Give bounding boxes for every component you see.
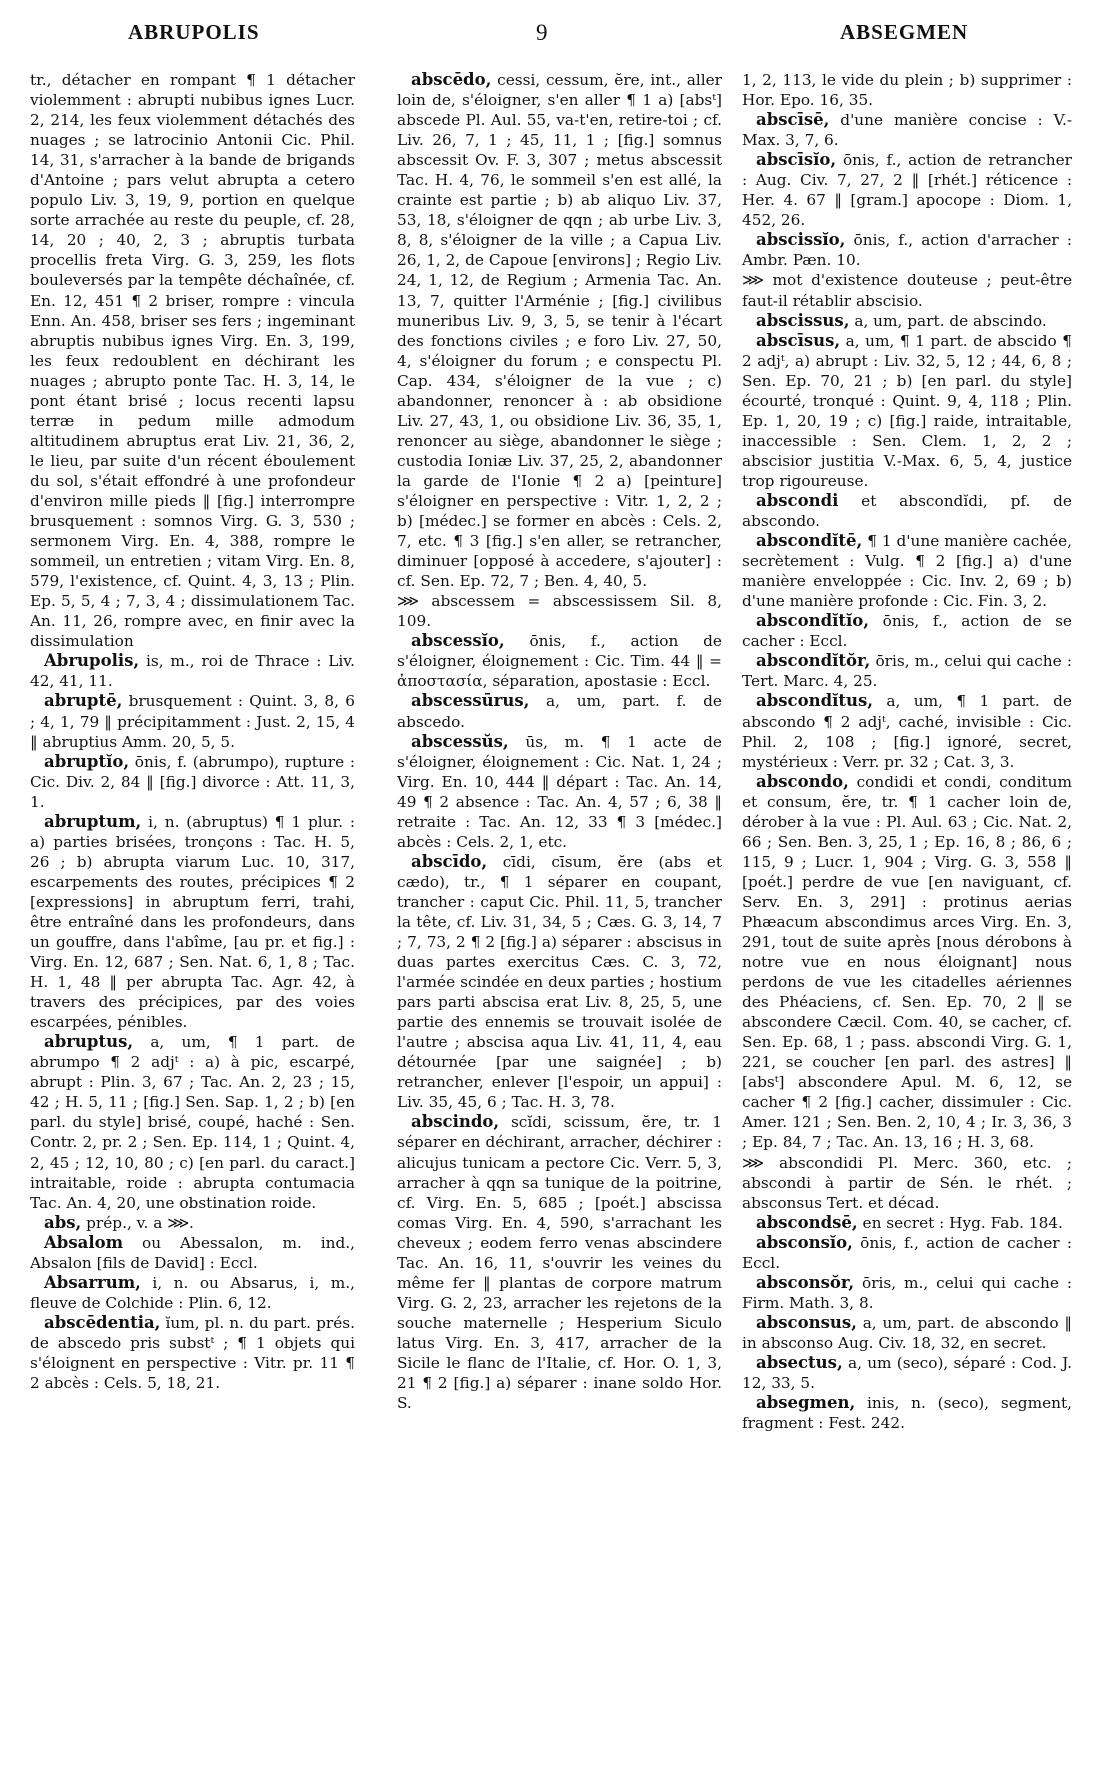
entry-definition: i, n. ou Absarus, i, m., fleuve de Colchide : Plin. 6, 12. xyxy=(30,1273,355,1312)
dictionary-entry xyxy=(30,651,355,691)
dictionary-entry xyxy=(742,1153,1072,1213)
entry-headword: abruptus, xyxy=(44,1032,134,1052)
dictionary-entry xyxy=(742,70,1072,110)
dictionary-entry xyxy=(30,1273,355,1313)
entry-definition: 1, 2, 113, le vide du plein ; b) supprimer : Hor. Epo. 16, 35. xyxy=(742,71,1072,110)
dictionary-entry xyxy=(30,691,355,751)
entry-definition: a, um, ¶ 1 part. de abscido ¶ 2 adjᵗ, a) abrupt : Liv. 32, 5, 12 ; 44, 6, 8 ; Sen. Ep. 70, 21 ; b) [en parl. du style] écourté, tronqué : Quint. 9, 4, 118 ; Plin. Ep. 1, 20, 19 ; c) [fig.] raide, intraitable, inaccessible : Sen. Clem. 1, 2, 2 ; abscisior justitia V.-Max. 6, 5, 4, justice trop rigoureuse. xyxy=(742,331,1072,490)
dictionary-entry xyxy=(397,732,722,852)
entry-headword: abscīdo, xyxy=(411,851,488,871)
dictionary-entry xyxy=(397,1112,722,1413)
entry-definition: ōnis, f., action de se cacher : Eccl. xyxy=(742,612,1072,651)
entry-headword: abscondĭtē, xyxy=(756,531,863,551)
dictionary-entry xyxy=(742,311,1072,331)
entry-definition: ūs, m. ¶ 1 acte de s'éloigner, éloignement : Cic. Nat. 1, 24 ; Virg. En. 10, 444 ‖ départ : Tac. An. 14, 49 ¶ 2 absence : Tac. An. 4, 57 ; 6, 38 ‖ retraite : Tac. An. 12, 33 ¶ 3 [médec.] abcès : Cels. 2, 1, etc. xyxy=(397,732,722,851)
entry-definition: ōnis, f., action de cacher : Eccl. xyxy=(742,1233,1072,1272)
dictionary-entry xyxy=(30,752,355,812)
dictionary-entry xyxy=(742,230,1072,270)
entry-definition: inis, n. (seco), segment, fragment : Fest. 242. xyxy=(742,1394,1072,1433)
entry-definition: d'une manière concise : V.-Max. 3, 7, 6. xyxy=(742,111,1072,150)
entry-headword: absegmen, xyxy=(756,1393,856,1413)
column-3 xyxy=(742,70,1072,1770)
entry-definition: ōnis, f., action de retrancher : Aug. Civ. 7, 27, 2 ‖ [rhét.] réticence : Her. 4. 67 ‖ [gram.] apocope : Diom. 1, 452, 26. xyxy=(742,151,1072,230)
entry-headword: abscīsĭo, xyxy=(756,150,837,170)
dictionary-entry xyxy=(742,331,1072,491)
dictionary-entry xyxy=(30,70,355,651)
entry-headword: abscīsē, xyxy=(756,110,830,130)
dictionary-entry xyxy=(397,591,722,631)
entry-headword: absectus, xyxy=(756,1353,843,1372)
entry-definition: i, n. (abruptus) ¶ 1 plur. : a) parties brisées, tronçons : Tac. H. 5, 26 ; b) abrupta viarum Luc. 10, 317, escarpements des routes, précipices ¶ 2 [expressions] in abruptum ferri, trahi, être entraîné dans les profondeurs, dans un gouffre, dans l'abîme, [au pr. et fig.] : Virg. En. 12, 687 ; Sen. Nat. 6, 1, 8 ; Tac. H. 1, 48 ‖ per abrupta Tac. Agr. 42, à travers des précipices, par des voies escarpées, pénibles. xyxy=(30,812,355,1032)
entry-headword: abscondo, xyxy=(756,771,849,791)
dictionary-entry xyxy=(30,1233,355,1273)
page-header xyxy=(0,0,1100,60)
dictionary-entry xyxy=(742,1213,1072,1233)
entry-headword: abscīsus, xyxy=(756,330,841,350)
entry-headword: abscondsē, xyxy=(756,1212,858,1232)
entry-headword: Abrupolis, xyxy=(44,651,140,671)
dictionary-entry xyxy=(397,852,722,1113)
entry-definition: a, um (seco), séparé : Cod. J. 12, 33, 5. xyxy=(742,1354,1072,1393)
entry-headword: absconsus, xyxy=(756,1312,857,1332)
dictionary-entry xyxy=(742,611,1072,651)
dictionary-entry xyxy=(742,1233,1072,1273)
entry-headword: abs, xyxy=(44,1212,82,1232)
entry-headword: abscissus, xyxy=(756,310,850,330)
dictionary-entry xyxy=(742,270,1072,310)
entry-headword: abruptē, xyxy=(44,691,123,711)
dictionary-entry xyxy=(742,1393,1072,1433)
entry-headword: Absalom xyxy=(44,1232,124,1252)
entry-definition: prép., v. a ⋙. xyxy=(86,1213,194,1232)
dictionary-entry xyxy=(742,1313,1072,1353)
entry-definition: is, m., roi de Thrace : Liv. 42, 41, 11. xyxy=(30,652,355,691)
entry-definition: scĭdi, scissum, ĕre, tr. 1 séparer en déchirant, arracher, déchirer : alicujus tunicam a pectore Cic. Verr. 5, 3, arracher à qqn sa tunique de la poitrine, cf. Virg. En. 5, 685 ; [poét.] abscissa comas Virg. En. 4, 590, s'arrachant les cheveux ; eodem ferro venas abscindere Tac. An. 16, 11, s'ouvrir les veines du même fer ‖ plantas de corpore matrum Virg. G. 2, 23, arracher les rejetons de la souche maternelle ; Hesperium Siculo latus Virg. En. 3, 417, arracher de la Sicile le flanc de l'Italie, cf. Hor. O. 1, 3, 21 ¶ 2 [fig.] a) séparer : inane soldo Hor. S. xyxy=(397,1113,722,1413)
entry-definition: condidi et condi, conditum et consum, ĕre, tr. ¶ 1 cacher loin de, dérober à la vue : Pl. Aul. 63 ; Cic. Nat. 2, 66 ; Sen. Ben. 3, 25, 1 ; Ep. 16, 8 ; 86, 6 ; 115, 9 ; Lucr. 1, 904 ; Virg. G. 3, 558 ‖ [poét.] perdre de vue [en naviguant, cf. Serv. En. 3, 291] : protinus aerias Phæacum abscondimus arces Virg. En. 3, 291, tout de suite après [nous dérobons à notre vue en nous éloignant] nous perdons de vue les citadelles aériennes des Phéaciens, cf. Sen. Ep. 70, 2 ‖ se abscondere Cæcil. Com. 40, se cacher, cf. Sen. Ep. 68, 1 ; pass. abscondi Virg. G. 1, 221, se coucher [en parl. des astres] ‖ [absᵗ] abscondere Apul. M. 6, 12, se cacher ¶ 2 [fig.] cacher, dissimuler : Cic. Amer. 121 ; Sen. Ben. 2, 10, 4 ; Ir. 3, 36, 3 ; Ep. 84, 7 ; Tac. An. 13, 16 ; H. 3, 68. xyxy=(742,772,1072,1152)
entry-headword: abscindo, xyxy=(411,1112,500,1132)
entry-definition: brusquement : Quint. 3, 8, 6 ; 4, 1, 79 ‖ précipitamment : Just. 2, 15, 4 ‖ abruptius Amm. 20, 5, 5. xyxy=(30,692,355,751)
entry-headword: abscondi xyxy=(756,490,839,510)
dictionary-entry xyxy=(397,70,722,591)
entry-definition: a, um, part. de abscondo ‖ in absconso Aug. Civ. 18, 32, en secret. xyxy=(742,1313,1072,1352)
entry-headword: abscessūrus, xyxy=(411,691,530,711)
dictionary-entry xyxy=(397,631,722,691)
entry-headword: abscessŭs, xyxy=(411,731,509,751)
entry-headword: abruptum, xyxy=(44,811,142,831)
column-1 xyxy=(30,70,355,1770)
entry-definition: ōris, m., celui qui cache : Tert. Marc. 4, 25. xyxy=(742,652,1072,691)
dictionary-entry xyxy=(30,1313,355,1393)
entry-definition: ōnis, f., action de s'éloigner, éloignement : Cic. Tim. 44 ‖ = ἀποστασία, séparation, apostasie : Eccl. xyxy=(397,632,722,691)
entry-definition: et abscondĭdi, pf. de abscondo. xyxy=(742,491,1072,531)
entry-definition: ⋙ abscondidi Pl. Merc. 360, etc. ; abscondi à partir de Sén. le rhét. ; absconsus Tert. et décad. xyxy=(742,1153,1072,1212)
entry-headword: abscēdo, xyxy=(411,70,492,89)
entry-definition: ¶ 1 d'une manière cachée, secrètement : Vulg. ¶ 2 [fig.] a) d'une manière enveloppée : Cic. Inv. 2, 69 ; b) d'une manière profonde : Cic. Fin. 3, 2. xyxy=(742,532,1072,611)
dictionary-entry xyxy=(742,491,1072,531)
entry-definition: tr., détacher en rompant ¶ 1 détacher violemment : abrupti nubibus ignes Lucr. 2, 214, les feux violemment détachés des nuages ; se latrocinio Antonii Cic. Phil. 14, 31, s'arracher à la bande de brigands d'Antoine ; pars velut abrupta a cetero populo Liv. 3, 19, 9, portion en quelque sorte arrachée au reste du peuple, cf. 28, 14, 20 ; 40, 2, 3 ; abruptis turbata procellis freta Virg. G. 3, 259, les flots bouleversés par la tempête déchaînée, cf. En. 12, 451 ¶ 2 briser, rompre : vincula Enn. An. 458, briser ses fers ; ingeminant abruptis nubibus ignes Virg. En. 3, 199, les feux redoublent en déchirant les nuages ; abrupto ponte Tac. H. 3, 14, le pont étant brisé ; locus recenti lapsu terræ in pedum mille admodum altitudinem abruptus erat Liv. 21, 36, 2, le lieu, par suite d'un récent éboulement du sol, s'était effondré à une profondeur d'environ mille pieds ‖ [fig.] interrompre brusquement : somnos Virg. G. 3, 530 ; sermonem Virg. En. 4, 388, rompre le sommeil, un entretien ; vitam Virg. En. 8, 579, l'existence, cf. Quint. 4, 3, 13 ; Plin. Ep. 5, 5, 4 ; 7, 3, 4 ; dissimulationem Tac. An. 11, 26, rompre avec, en finir avec la dissimulation xyxy=(30,71,355,651)
dictionary-entry xyxy=(30,812,355,1033)
entry-headword: abruptĭo, xyxy=(44,751,130,771)
entry-definition: cīdi, cīsum, ĕre (abs et cædo), tr., ¶ 1 séparer en coupant, trancher : caput Cic. Phil. 11, 5, trancher la tête, cf. Liv. 31, 34, 5 ; Cæs. G. 3, 14, 7 ; 7, 73, 2 ¶ 2 [fig.] a) séparer : abscisus in duas partes exercitus Cæs. C. 3, 72, l'armée scindée en deux parties ; hostium pars parti abscisa erat Liv. 8, 25, 5, une partie des ennemis se trouvait isolée de l'autre ; abscisa aqua Liv. 41, 11, 4, eau détournée [par une saignée] ; b) retrancher, enlever [l'espoir, un appui] : Liv. 35, 45, 6 ; Tac. H. 3, 78. xyxy=(397,852,722,1112)
entry-definition: cessi, cessum, ĕre, int., aller loin de, s'éloigner, s'en aller ¶ 1 a) [absᵗ] abscede Pl. Aul. 55, va-t'en, retire-toi ; cf. Liv. 26, 7, 1 ; 45, 11, 1 ; [fig.] somnus abscessit Ov. F. 3, 307 ; metus abscessit Tac. H. 4, 76, le sommeil s'en est allé, la crainte est partie ; b) ab aliquo Liv. 37, 53, 18, s'éloigner de qqn ; ab urbe Liv. 3, 8, 8, s'éloigner de la ville ; a Capua Liv. 26, 1, 2, de Capoue [environs] ; Regio Liv. 24, 1, 12, de Regium ; Armenia Tac. An. 13, 7, quitter l'Arménie ; [fig.] civilibus muneribus Liv. 9, 3, 5, se tenir à l'écart des fonctions civiles ; e foro Liv. 27, 50, 4, s'éloigner du forum ; e conspectu Pl. Cap. 434, s'éloigner de la vue ; c) abandonner, renoncer à : ab obsidione Liv. 27, 43, 1, ou obsidione Liv. 36, 35, 1, renoncer au siège, abandonner le siège ; custodia Ioniæ Liv. 37, 25, 2, abandonner la garde de l'Ionie ¶ 2 a) [peinture] s'éloigner en perspective : Vitr. 1, 2, 2 ; b) [médec.] se former en abcès : Cels. 2, 7, etc. ¶ 3 [fig.] s'en aller, se retrancher, diminuer [opposé à accedere, s'ajouter] : cf. Sen. Ep. 72, 7 ; Ben. 4, 40, 5. xyxy=(397,71,722,591)
entry-headword: abscondĭtĭo, xyxy=(756,611,870,631)
entry-headword: absconsŏr, xyxy=(756,1272,855,1292)
dictionary-entry xyxy=(742,691,1072,771)
dictionary-entry xyxy=(397,691,722,731)
dictionary-entry xyxy=(742,651,1072,691)
entry-definition: ōnis, f., action d'arracher : Ambr. Pæn. 10. xyxy=(742,231,1072,270)
entry-definition: a, um, part. de abscindo. xyxy=(854,311,1047,330)
entry-definition: ōnis, f. (abrumpo), rupture : Cic. Div. 2, 84 ‖ [fig.] divorce : Att. 11, 3, 1. xyxy=(30,752,355,811)
running-head-right: ABSEGMEN xyxy=(840,20,969,44)
page-number: 9 xyxy=(536,20,549,45)
entry-headword: abscēdentia, xyxy=(44,1312,161,1332)
dictionary-entry xyxy=(742,531,1072,611)
entry-definition: ĭum, pl. n. du part. prés. de abscedo pris substᵗ ; ¶ 1 objets qui s'éloignent en perspective : Vitr. pr. 11 ¶ 2 abcès : Cels. 5, 18, 21. xyxy=(30,1313,355,1393)
dictionary-entry xyxy=(742,772,1072,1153)
entry-headword: absconsĭo, xyxy=(756,1232,853,1252)
dictionary-entry xyxy=(742,150,1072,230)
entry-headword: abscessĭo, xyxy=(411,631,505,651)
dictionary-entry xyxy=(30,1213,355,1233)
entry-definition: a, um, ¶ 1 part. de abrumpo ¶ 2 adjᵗ : a) à pic, escarpé, abrupt : Plin. 3, 67 ; Tac. An. 2, 23 ; 15, 42 ; H. 5, 11 ; [fig.] Sen. Sap. 1, 2 ; b) [en parl. du style] brisé, coupé, haché : Sen. Contr. 2, pr. 2 ; Sen. Ep. 114, 1 ; Quint. 4, 2, 45 ; 12, 10, 80 ; c) [en parl. du caract.] intraitable, roide : abrupta contumacia Tac. An. 4, 20, une obstination roide. xyxy=(30,1033,355,1212)
dictionary-entry xyxy=(742,1273,1072,1313)
entry-headword: abscissĭo, xyxy=(756,230,846,250)
column-2 xyxy=(397,70,722,1770)
entry-headword: abscondĭtŏr, xyxy=(756,651,871,671)
entry-definition: a, um, part. f. de abscedo. xyxy=(397,692,722,731)
entry-definition: ōris, m., celui qui cache : Firm. Math. 3, 8. xyxy=(742,1273,1072,1312)
entry-headword: Absarrum, xyxy=(44,1272,141,1292)
entry-definition: en secret : Hyg. Fab. 184. xyxy=(862,1213,1063,1232)
entry-definition: a, um, ¶ 1 part. de abscondo ¶ 2 adjᵗ, caché, invisible : Cic. Phil. 2, 108 ; [fig.] ignoré, secret, mystérieux : Verr. pr. 32 ; Cat. 3, 3. xyxy=(742,692,1072,771)
dictionary-entry xyxy=(30,1032,355,1212)
entry-headword: abscondĭtus, xyxy=(756,691,874,711)
entry-definition: ⋙ abscessem = abscessissem Sil. 8, 109. xyxy=(397,592,722,631)
running-head-left: ABRUPOLIS xyxy=(128,20,260,44)
dictionary-entry xyxy=(742,1353,1072,1393)
entry-definition: ou Abessalon, m. ind., Absalon [fils de David] : Eccl. xyxy=(30,1233,355,1272)
entry-definition: ⋙ mot d'existence douteuse ; peut-être faut-il rétablir abscisio. xyxy=(742,271,1072,310)
dictionary-entry xyxy=(742,110,1072,150)
